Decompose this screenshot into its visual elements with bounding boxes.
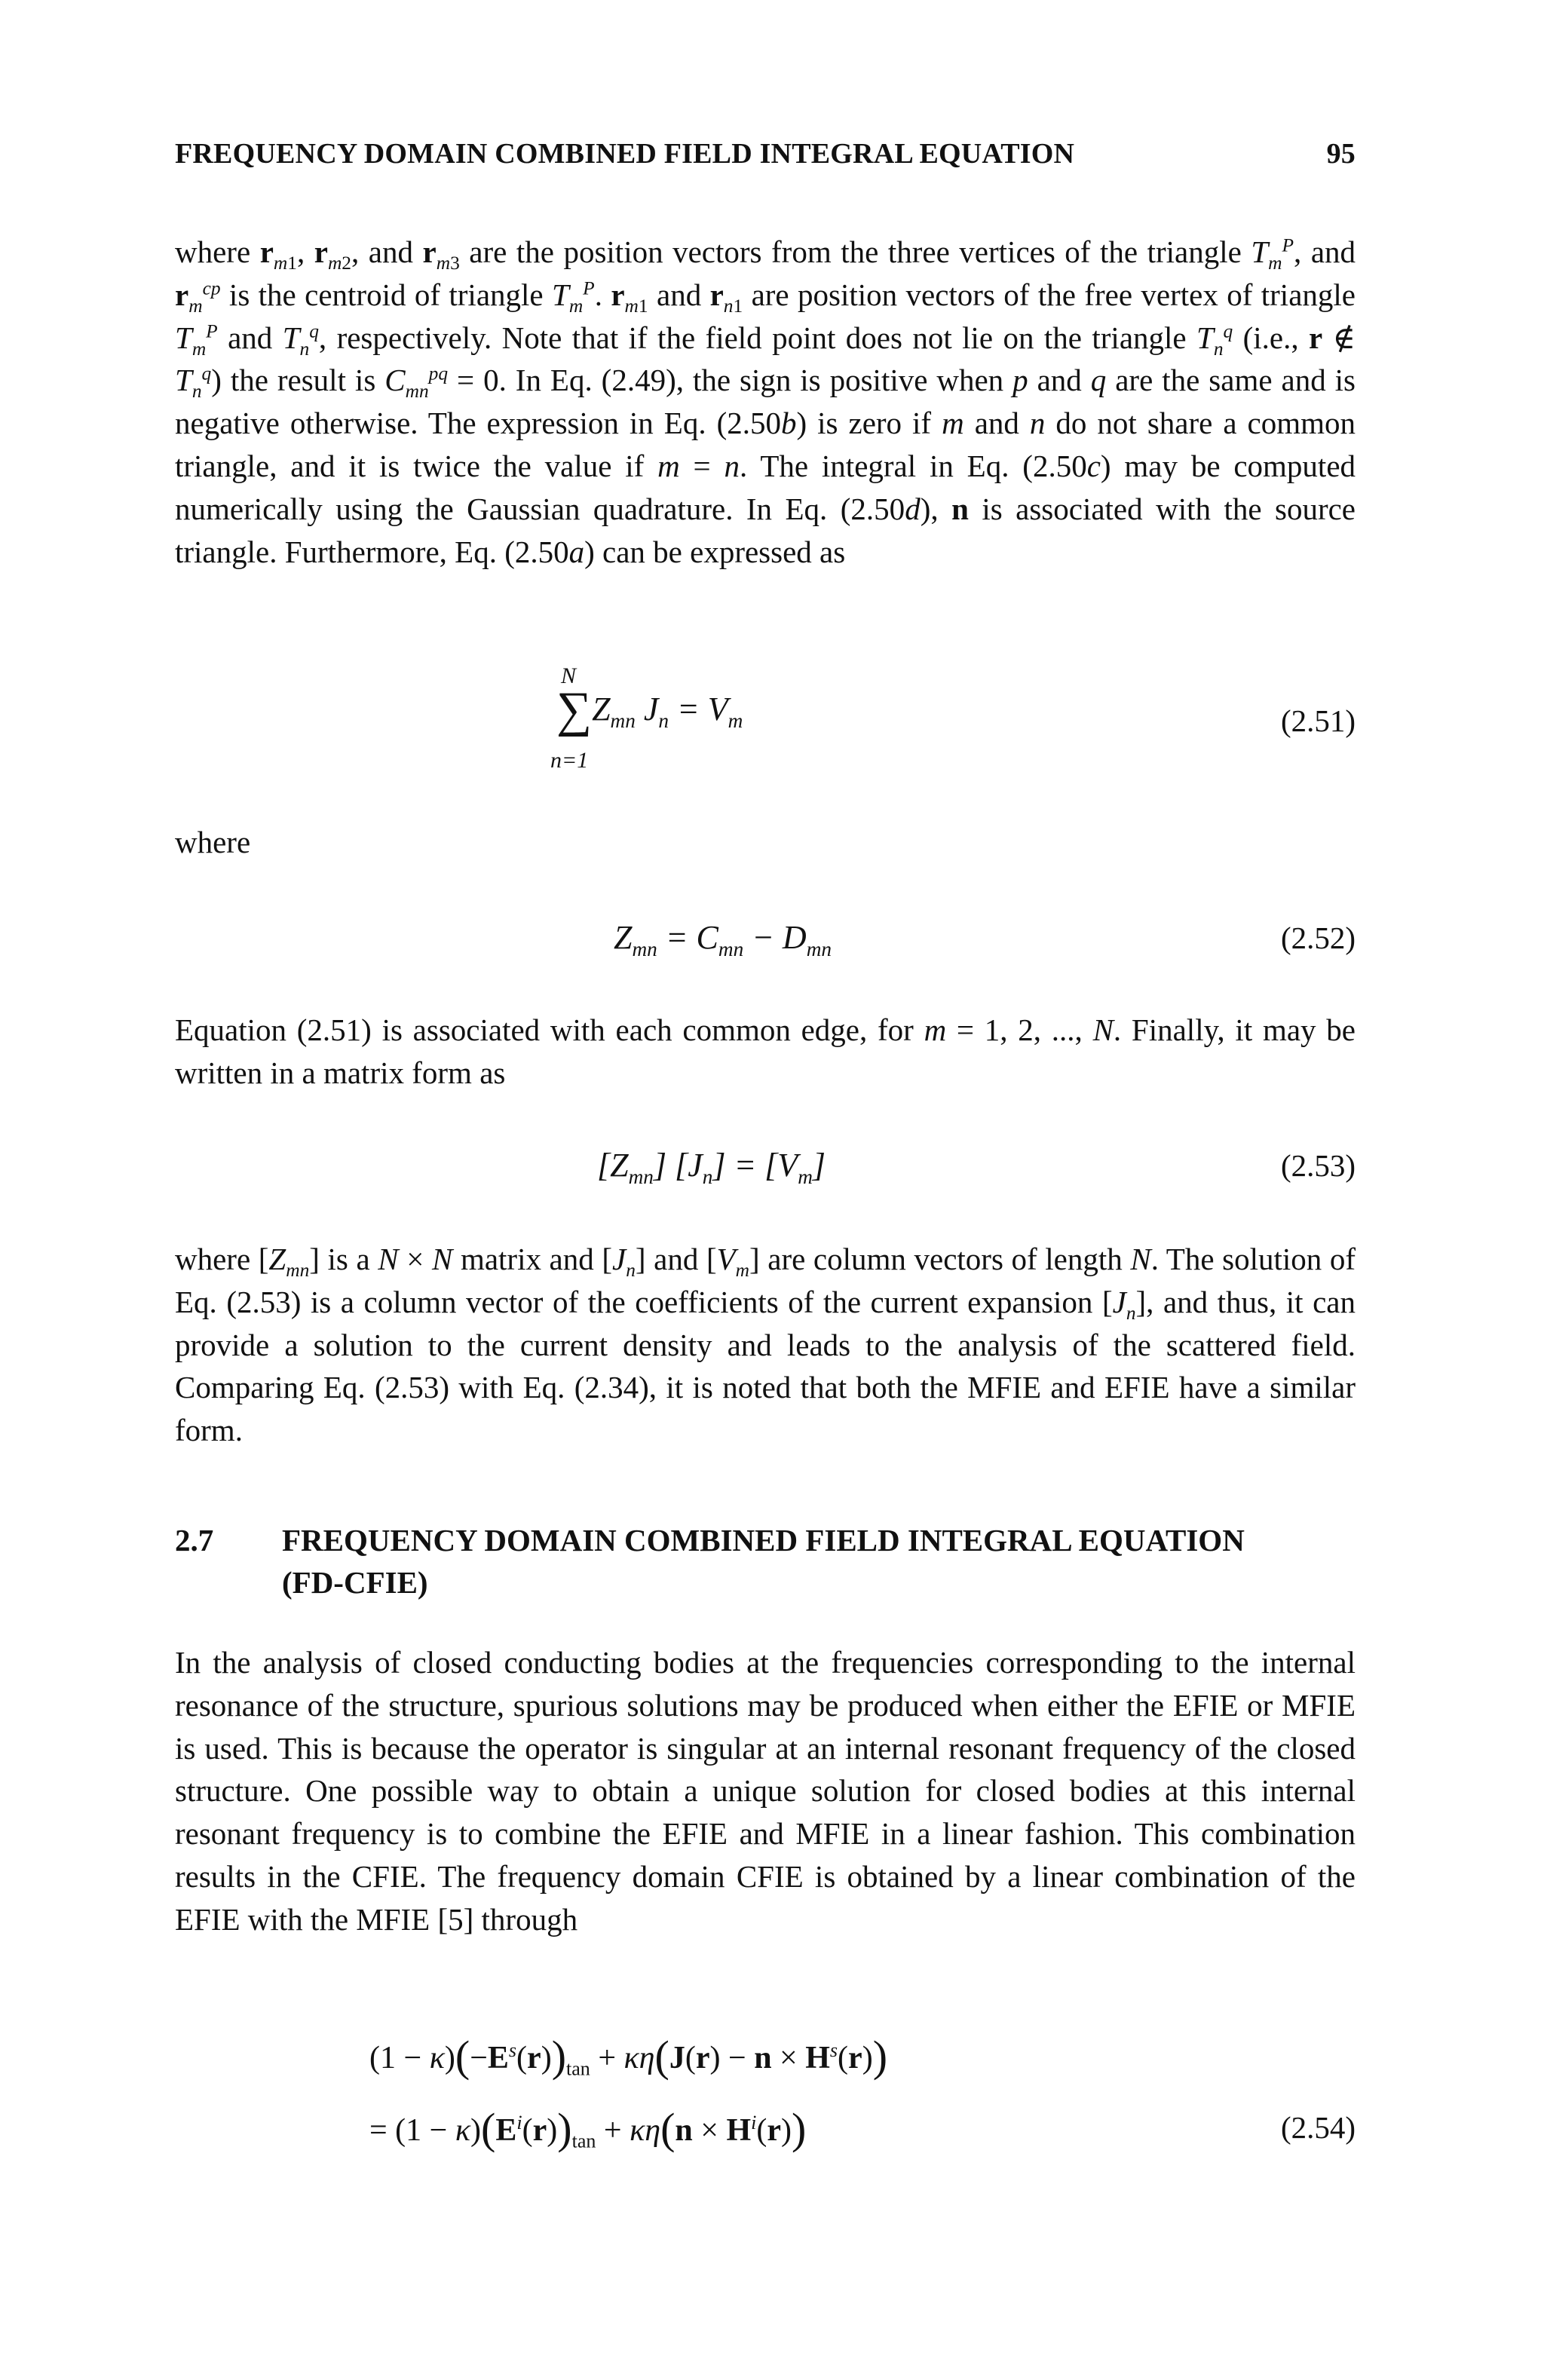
sum-lower-limit: n=1 [550,748,589,773]
equation-2-53-body: $[Z_{mn}] [J_n] = [V_m]$ [597,1147,826,1188]
page-number: 95 [1326,138,1356,170]
page [175,0,1356,2380]
equation-2-53 [175,1146,1356,1236]
paragraph-position-vectors: where $r_{m1}$, $r_{m2}$, and $r_{m3}$ are the position vectors from the three vertices of the triangle $T_m^P$, and $r_m^{cp}$ is the centroid of triangle $T_m^P$. $r_{m1}$ and $r_{n1}$ are position vectors of the free vertex of triangle $T_m^P$ and $T_n^q$, respectively. Note that if the field point does not lie on the triangle $T_n^q$ (i.e., r ∉ $T_n^q$) the result is $C_{mn}^{pq} = 0$. In Eq. (2.49), the sign is positive when p and q are the same and is negative otherwise. The expression in Eq. (2.50b) is zero if m and n do not share a common triangle, and it is twice the value if m = n. The integral in Eq. (2.50c) may be computed numerically using the Gaussian quadrature. In Eq. (2.50d), n is associated with the source triangle. Furthermore, Eq. (2.50a) can be expressed as [175,234,1356,569]
equation-2-51-number: (2.51) [1280,703,1356,738]
paragraph-matrix-form: where $[Z_{mn}]$ is a N × N matrix and $[J_n]$ and $[V_m]$ are column vectors of length N. The solution of Eq. (2.53) is a column vector of the coefficients of the current expansion $[J_n]$, and thus, it can provide a solution to the current density and leads to the analysis of the scattered field. Comparing Eq. (2.53) with Eq. (2.34), it is noted that both the MFIE and EFIE have a similar form. [175,1242,1356,1448]
equation-2-51-body: $\sum Z_{mn}$ $J_n = V_m$ [556,682,743,737]
equation-2-54 [175,2028,1356,2186]
paragraph-eq-2-51: Equation (2.51) is associated with each common edge, for m = 1, 2, ..., N. Finally, it may be written in a matrix form as [175,1012,1356,1090]
where-label: where [175,825,251,859]
equation-2-52-number: (2.52) [1280,920,1356,955]
equation-2-53-number: (2.53) [1280,1148,1356,1183]
equation-2-51 [175,663,1356,773]
paragraph-cfie-intro: In the analysis of closed conducting bodies at the frequencies corresponding to the internal resonance of the structure, spurious solutions may be produced when either the EFIE or MFIE is used. This is because the operator is singular at an internal resonant frequency of the closed structure. One possible way to obtain a unique solution for closed bodies at this internal resonant frequency is to combine the EFIE and MFIE in a linear fashion. This combination results in the CFIE. The frequency domain CFIE is obtained by a linear combination of the EFIE with the MFIE [5] through [175,1645,1356,1937]
equation-2-52 [175,918,1356,1009]
equation-2-52-body: $Z_{mn} = C_{mn} - D_{mn}$ [614,919,832,960]
running-title: FREQUENCY DOMAIN COMBINED FIELD INTEGRAL EQUATION [175,138,1075,170]
equation-2-54-number: (2.54) [1280,2110,1356,2145]
equation-2-54-line-1: $(1 - \kappa)(-E^s(r))_{tan} + \kappa\eta(J(r) - n \times H^s(r))$ [369,2032,888,2081]
sum-upper-limit: N [561,663,577,688]
section-number: 2.7 [175,1523,214,1558]
equation-2-54-line-2: = $(1 - \kappa)(E^i(r))_{tan} + \kappa\eta(n \times H^i(r))$ [369,2104,807,2153]
section-title: FREQUENCY DOMAIN COMBINED FIELD INTEGRAL EQUATION (FD-CFIE) [282,1523,1245,1600]
